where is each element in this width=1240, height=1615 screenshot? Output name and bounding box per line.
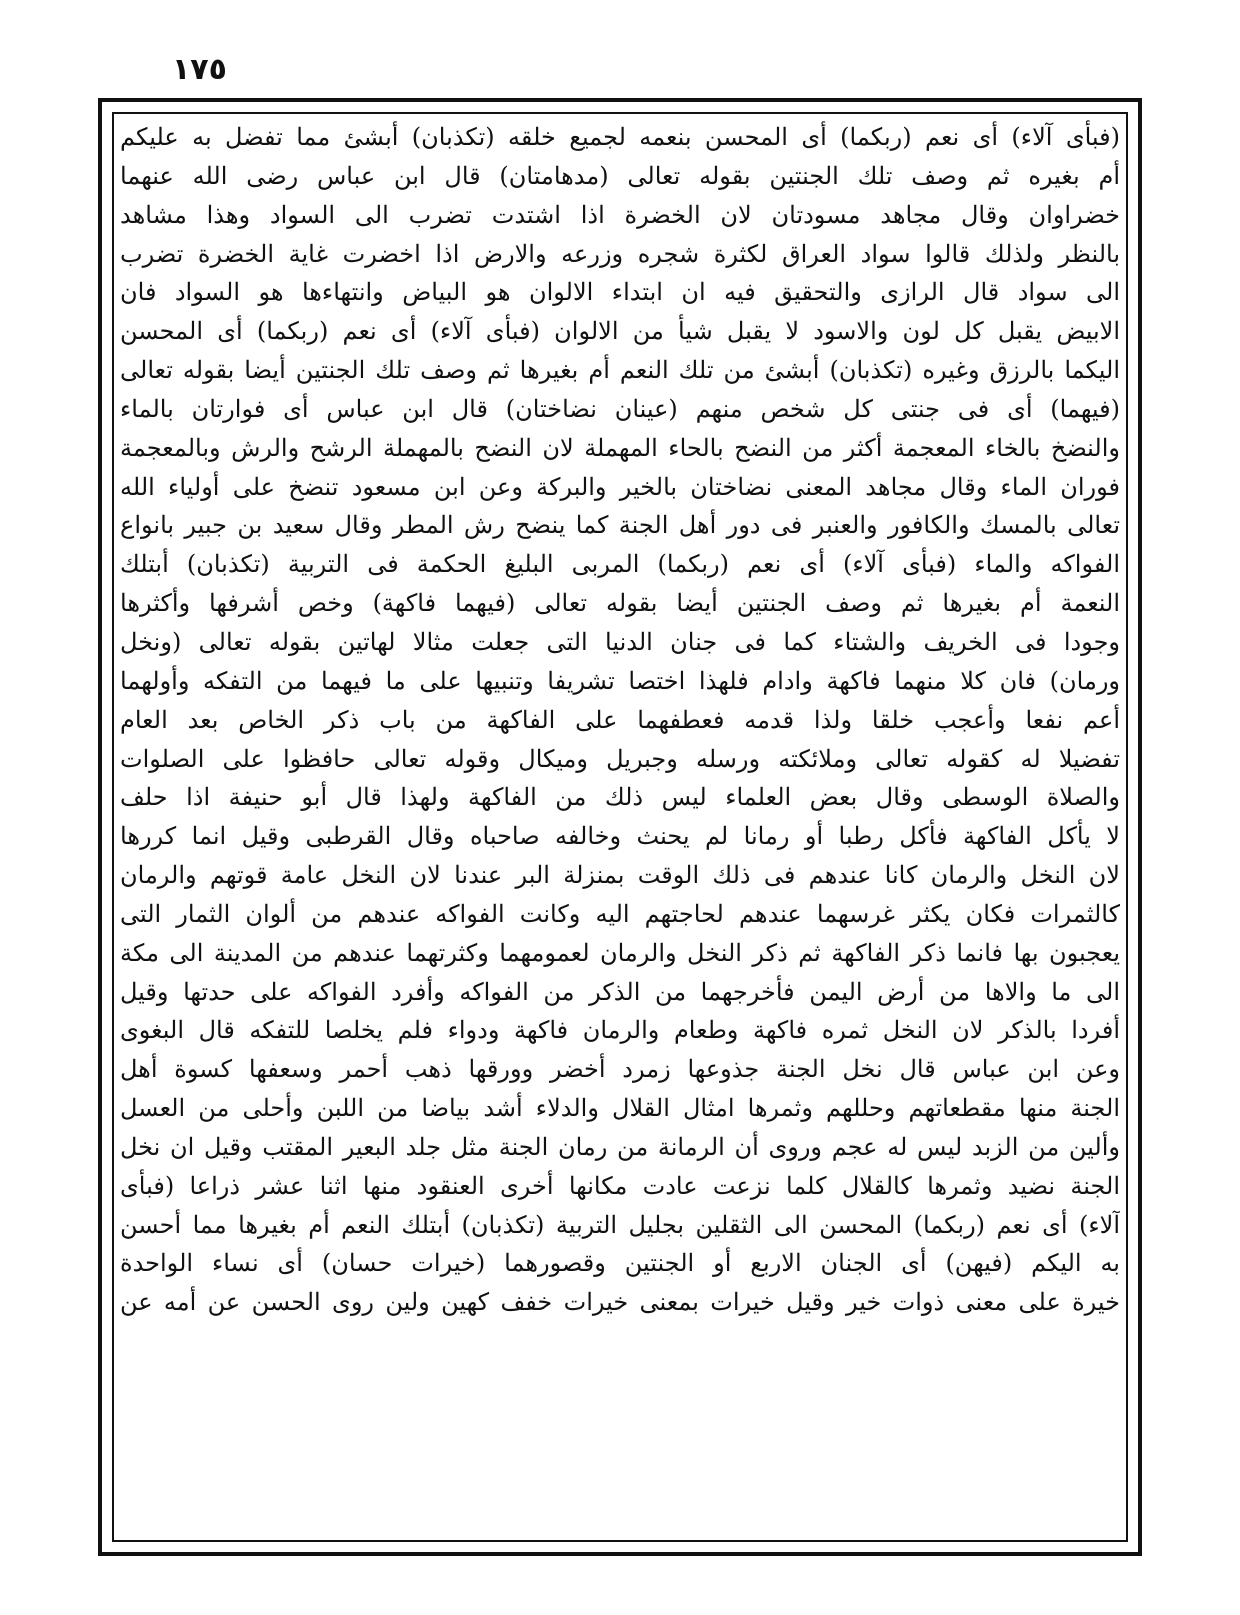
text-line: خيرة على معنى ذوات خير وقيل خيرات بمعنى خيرات خفف كهين ولين روى الحسن عن أمه عن: [120, 1288, 1120, 1317]
text-line: وعن ابن عباس قال نخل الجنة جذوعها زمرد أخضر وورقها ذهب أحمر وسعفها كسوة أهل: [120, 1055, 1120, 1084]
text-line: الجنة نضيد وثمرها كالقلال كلما نزعت عادت مكانها أخرى العنقود منها اثنا عشر ذراعا (فبأى: [120, 1171, 1120, 1200]
text-line: الى سواد قال الرازى والتحقيق فيه ان ابتداء الالوان هو البياض وانتهاءها هو السواد فان: [120, 278, 1120, 307]
text-line: الابيض يقبل كل لون والاسود لا يقبل شيأ من الالوان (فبأى آلاء) أى نعم (ربكما) أى المحسن: [120, 317, 1120, 346]
text-line: فوران الماء وقال مجاهد المعنى نضاختان بالخير والبركة وعن ابن مسعود تنضخ على أولياء الله: [120, 472, 1120, 501]
text-line: ورمان) فان كلا منهما فاكهة وادام فلهذا اختصا تشريفا وتنبيها على ما فيهما من التفكه وأولهما: [120, 666, 1120, 695]
text-line: بالنظر ولذلك قالوا سواد العراق لكثرة شجره وزرعه والارض اذا اخضرت غاية الخضرة تضرب: [120, 239, 1120, 268]
text-line: وألين من الزبد ليس له عجم وروى أن الرمانة من رمان الجنة مثل جلد البعير المقتب وقيل ان نخل: [120, 1132, 1120, 1161]
text-line: الى ما والاها من أرض اليمن فأخرجهما من الذكر من الفواكه وأفرد الفواكه على حدتها وقيل: [120, 977, 1120, 1006]
text-line: أعم نفعا وأعجب خلقا ولذا قدمه فعطفهما على الفاكهة من باب ذكر الخاص بعد العام: [120, 705, 1120, 734]
text-line: (فبأى آلاء) أى نعم (ربكما) أى المحسن بنعمه لجميع خلقه (تكذبان) أبشئ مما تفضل به عليكم: [120, 123, 1120, 151]
text-line: تفضيلا له كقوله تعالى وملائكته ورسله وجبريل وميكال وقوله تعالى حافظوا على الصلوات: [120, 744, 1120, 773]
text-line: (فيهما) أى فى جنتى كل شخص منهم (عينان نضاختان) قال ابن عباس أى فوارتان بالماء: [120, 394, 1120, 423]
text-line: والصلاة الوسطى وقال بعض العلماء ليس ذلك من الفاكهة ولهذا قال أبو حنيفة اذا حلف: [120, 783, 1120, 812]
text-line: وجودا فى الخريف والشتاء كما فى جنان الدنيا التى جعلت مثالا لهاتين بقوله تعالى (ونخل: [120, 627, 1120, 656]
text-line: أفردا بالذكر لان النخل ثمره فاكهة وطعام والرمان فاكهة ودواء فلم يخلصا للتفكه قال البغوى: [120, 1016, 1120, 1045]
text-line: النعمة أم بغيرها ثم وصف الجنتين أيضا بقوله تعالى (فيهما فاكهة) وخص أشرفها وأكثرها: [120, 589, 1120, 618]
text-line: يعجبون بها فانما ذكر الفاكهة ثم ذكر النخل والرمان لعمومهما وكثرتهما عندهم من المدينة الى مكة: [120, 938, 1120, 967]
text-line: آلاء) أى نعم (ربكما) المحسن الى الثقلين بجليل التربية (تكذبان) أبتلك النعم أم بغيرها مما أحسن: [120, 1210, 1120, 1239]
text-line: تعالى بالمسك والكافور والعنبر فى دور أهل الجنة كما ينضح رش المطر وقال سعيد بن جبير بانواع: [120, 511, 1120, 540]
text-line: لا يأكل الفاكهة فأكل رطبا أو رمانا لم يحنث وخالفه صاحباه وقال القرطبى وقيل انما كررها: [120, 822, 1120, 851]
text-line: والنضخ بالخاء المعجمة أكثر من النضح بالحاء المهملة لان النضح بالمهملة الرشح والرش وبالمعجمة: [120, 433, 1120, 462]
text-body: [120, 118, 1120, 1322]
text-line: خضراوان وقال مجاهد مسودتان لان الخضرة اذا اشتدت تضرب الى السواد وهذا مشاهد: [120, 200, 1120, 229]
page-frame: [98, 98, 1142, 1556]
text-line: أم بغيره ثم وصف تلك الجنتين بقوله تعالى (مدهامتان) قال ابن عباس رضى الله عنهما: [120, 161, 1120, 190]
text-line: لان النخل والرمان كانا عندهم فى ذلك الوقت بمنزلة البر عندنا لان النخل عامة قوتهم والرمان: [120, 861, 1120, 890]
text-line: به اليكم (فيهن) أى الجنان الاربع أو الجنتين وقصورهما (خيرات حسان) أى نساء الواحدة: [120, 1249, 1120, 1278]
page-number: ١٧٥: [172, 52, 227, 87]
text-line: اليكما بالرزق وغيره (تكذبان) أبشئ من تلك النعم أم بغيرها ثم وصف تلك الجنتين أيضا بقوله تعالى: [120, 356, 1120, 385]
text-line: كالثمرات فكان يكثر غرسهما عندهم لحاجتهم اليه وكانت الفواكه عندهم من ألوان الثمار التى: [120, 899, 1120, 928]
text-line: الفواكه والماء (فبأى آلاء) أى نعم (ربكما) المربى البليغ الحكمة فى التربية (تكذبان) أبتلك: [120, 550, 1120, 579]
text-line: الجنة منها مقطعاتهم وحللهم وثمرها امثال القلال والدلاء أشد بياضا من اللبن وأحلى من العسل: [120, 1094, 1120, 1123]
